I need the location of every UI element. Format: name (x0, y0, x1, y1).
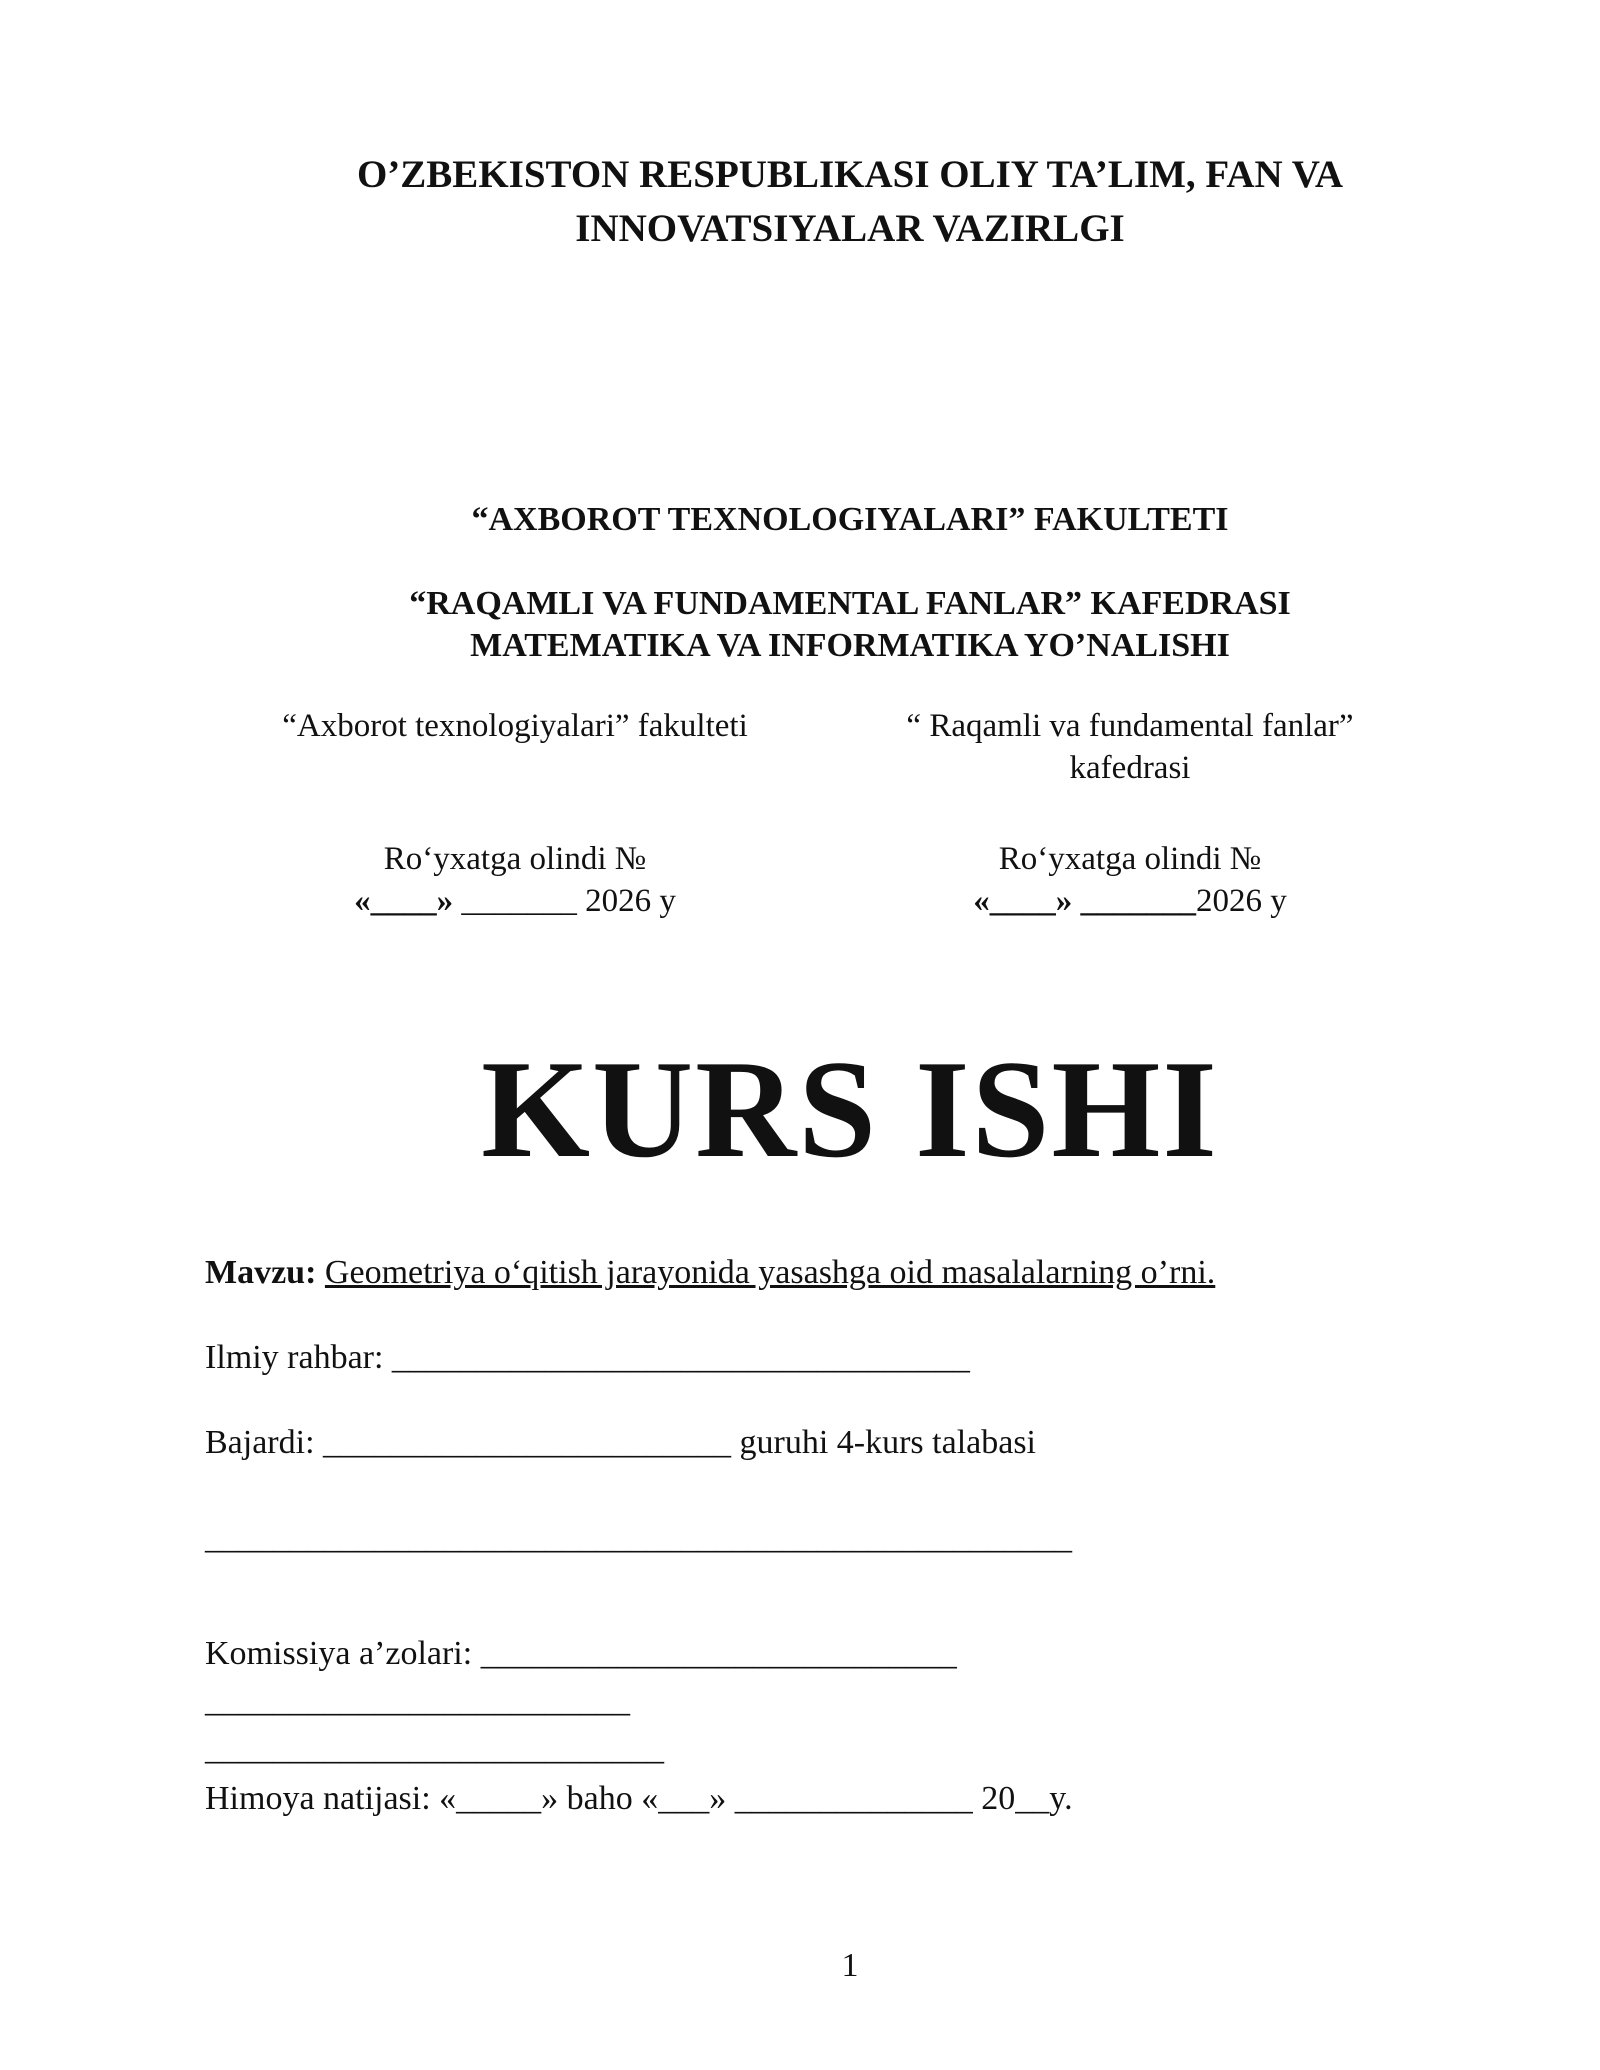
left-date-blank1: ____ (370, 883, 437, 919)
commission-field-line3: ___________________________ (205, 1730, 664, 1767)
page-number: 1 (841, 1947, 859, 1984)
left-org: “Axborot texnologiyalari” fakulteti (282, 708, 748, 744)
right-org (820, 705, 1440, 789)
left-registered: Ro‘yxatga olindi № (383, 841, 647, 877)
left-date (215, 880, 815, 922)
right-date-open: « (973, 883, 990, 919)
supervisor-field: Ilmiy rahbar: __________________________________ (205, 1339, 970, 1376)
left-date-open: « (354, 883, 371, 919)
performed-field: Bajardi: ________________________ guruhi 4-kurs talabasi (205, 1424, 1037, 1461)
right-registered: Ro‘yxatga olindi № (998, 841, 1262, 877)
defense-result-field: Himoya natijasi: «_____» baho «___» ______________ 20__y. (205, 1780, 1073, 1817)
right-date-blank2: _______ (1080, 883, 1196, 919)
right-org-line2: kafedrasi (1069, 750, 1191, 786)
ministry-title-line2: INNOVATSIYALAR VAZIRLGI (575, 207, 1125, 250)
topic-label: Mavzu: (205, 1254, 317, 1291)
right-date-blank1: ____ (989, 883, 1056, 919)
commission-field-line2: _________________________ (205, 1682, 630, 1719)
kafedra-title-line1: “RAQAMLI VA FUNDAMENTAL FANLAR” KAFEDRASI (409, 585, 1291, 622)
faculty-title: “AXBOROT TEXNOLOGIYALARI” FAKULTETI (471, 501, 1229, 538)
topic-line (205, 1252, 1215, 1294)
right-org-line1: “ Raqamli va fundamental fanlar” (906, 708, 1354, 744)
document-title: KURS ISHI (481, 1032, 1219, 1187)
right-date-year: 2026 y (1196, 883, 1287, 919)
performed-field-line2: ___________________________________________________ (205, 1519, 1072, 1556)
commission-field: Komissiya a’zolari: ____________________________ (205, 1635, 957, 1672)
right-date-space (1072, 883, 1080, 919)
right-date (820, 880, 1440, 922)
ministry-title (0, 148, 1600, 256)
right-date-close: » (1055, 883, 1073, 919)
left-date-rest: _______ 2026 y (453, 883, 676, 919)
left-date-close: » (436, 883, 454, 919)
kafedra-title-line2: MATEMATIKA VA INFORMATIKA YO’NALISHI (470, 627, 1230, 664)
topic-value: Geometriya o‘qitish jarayonida yasashga oid masalalarning o’rni. (324, 1254, 1216, 1291)
ministry-title-line1: O’ZBEKISTON RESPUBLIKASI OLIY TA’LIM, FAN VA (356, 153, 1344, 196)
kafedra-title (0, 583, 1600, 667)
